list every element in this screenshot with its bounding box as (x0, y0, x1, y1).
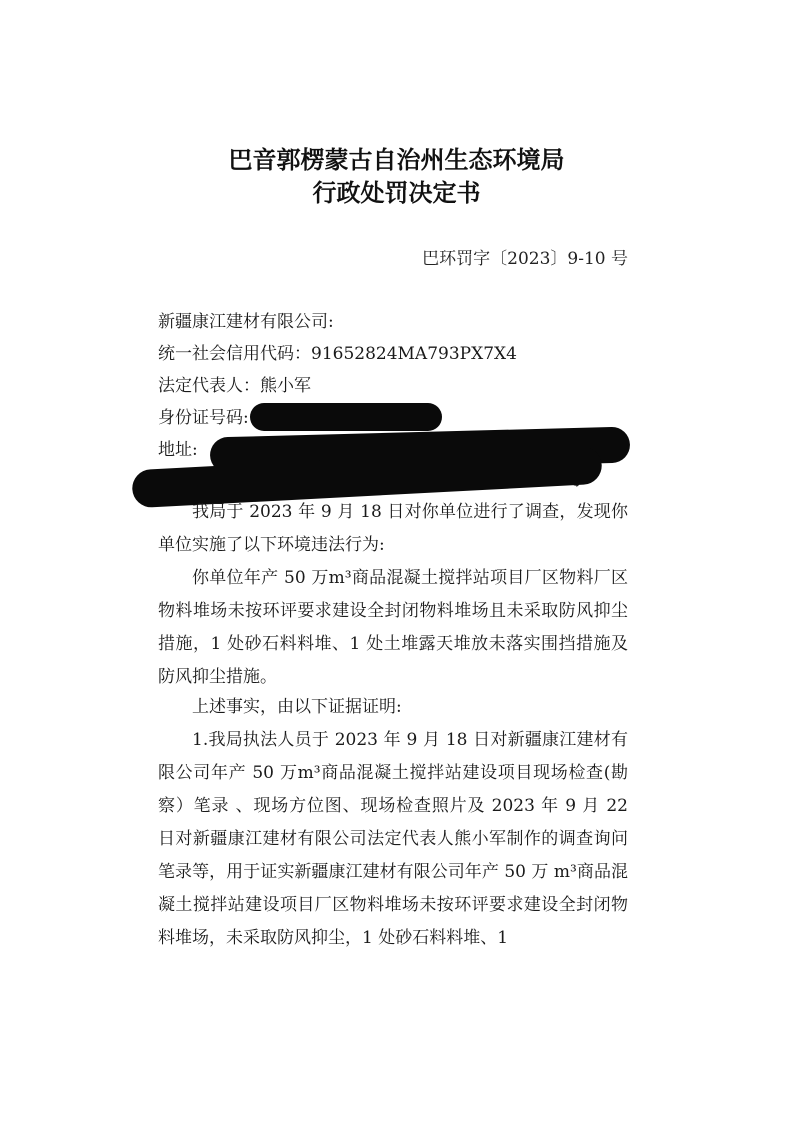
agency-title: 巴音郭楞蒙古自治州生态环境局 (228, 145, 565, 174)
credit-code: 统一社会信用代码：91652824MA793PX7X4 (158, 344, 517, 364)
paragraph-investigation: 我局于 2023 年 9 月 18 日对你单位进行了调查，发现你单位实施了以下环境违法行为: (158, 502, 628, 555)
address-label: 地址: (158, 440, 198, 460)
document-number: 巴环罚字〔2023〕9-10 号 (422, 249, 628, 269)
company-name: 新疆康江建材有限公司: (158, 312, 334, 332)
id-number-label: 身份证号码: (158, 408, 249, 428)
document-type-title: 行政处罚决定书 (312, 178, 481, 207)
paragraph-violation: 你单位年产 50 万m³商品混凝土搅拌站项目厂区物料厂区物料堆场未按环评要求建设全封闭物料堆场且未采取防风抑尘措施，1 处砂石料料堆、1 处土堆露天堆放未落实围挡措施及防风抑尘措施。 (158, 568, 628, 687)
redaction-id-number (250, 403, 442, 431)
paragraph-evidence-1: 1.我局执法人员于 2023 年 9 月 18 日对新疆康江建材有限公司年产 50 万m³商品混凝土搅拌站建设项目现场检查(勘察）笔录 、现场方位图、现场检查照片及 2023 年 9 月 22 日对新疆康江建材有限公司法定代表人熊小军制作的调查询问笔录等，用于证实新疆康江建材有限公司年产 50 万 m³商品混凝土搅拌站建设项目厂区物料堆场未按环评要求建设全封闭物料堆场，未采取防风抑尘，1 处砂石料料堆、1 (158, 730, 628, 948)
paragraph-evidence-intro: 上述事实，由以下证据证明: (192, 697, 402, 717)
legal-representative: 法定代表人：熊小军 (158, 376, 311, 396)
